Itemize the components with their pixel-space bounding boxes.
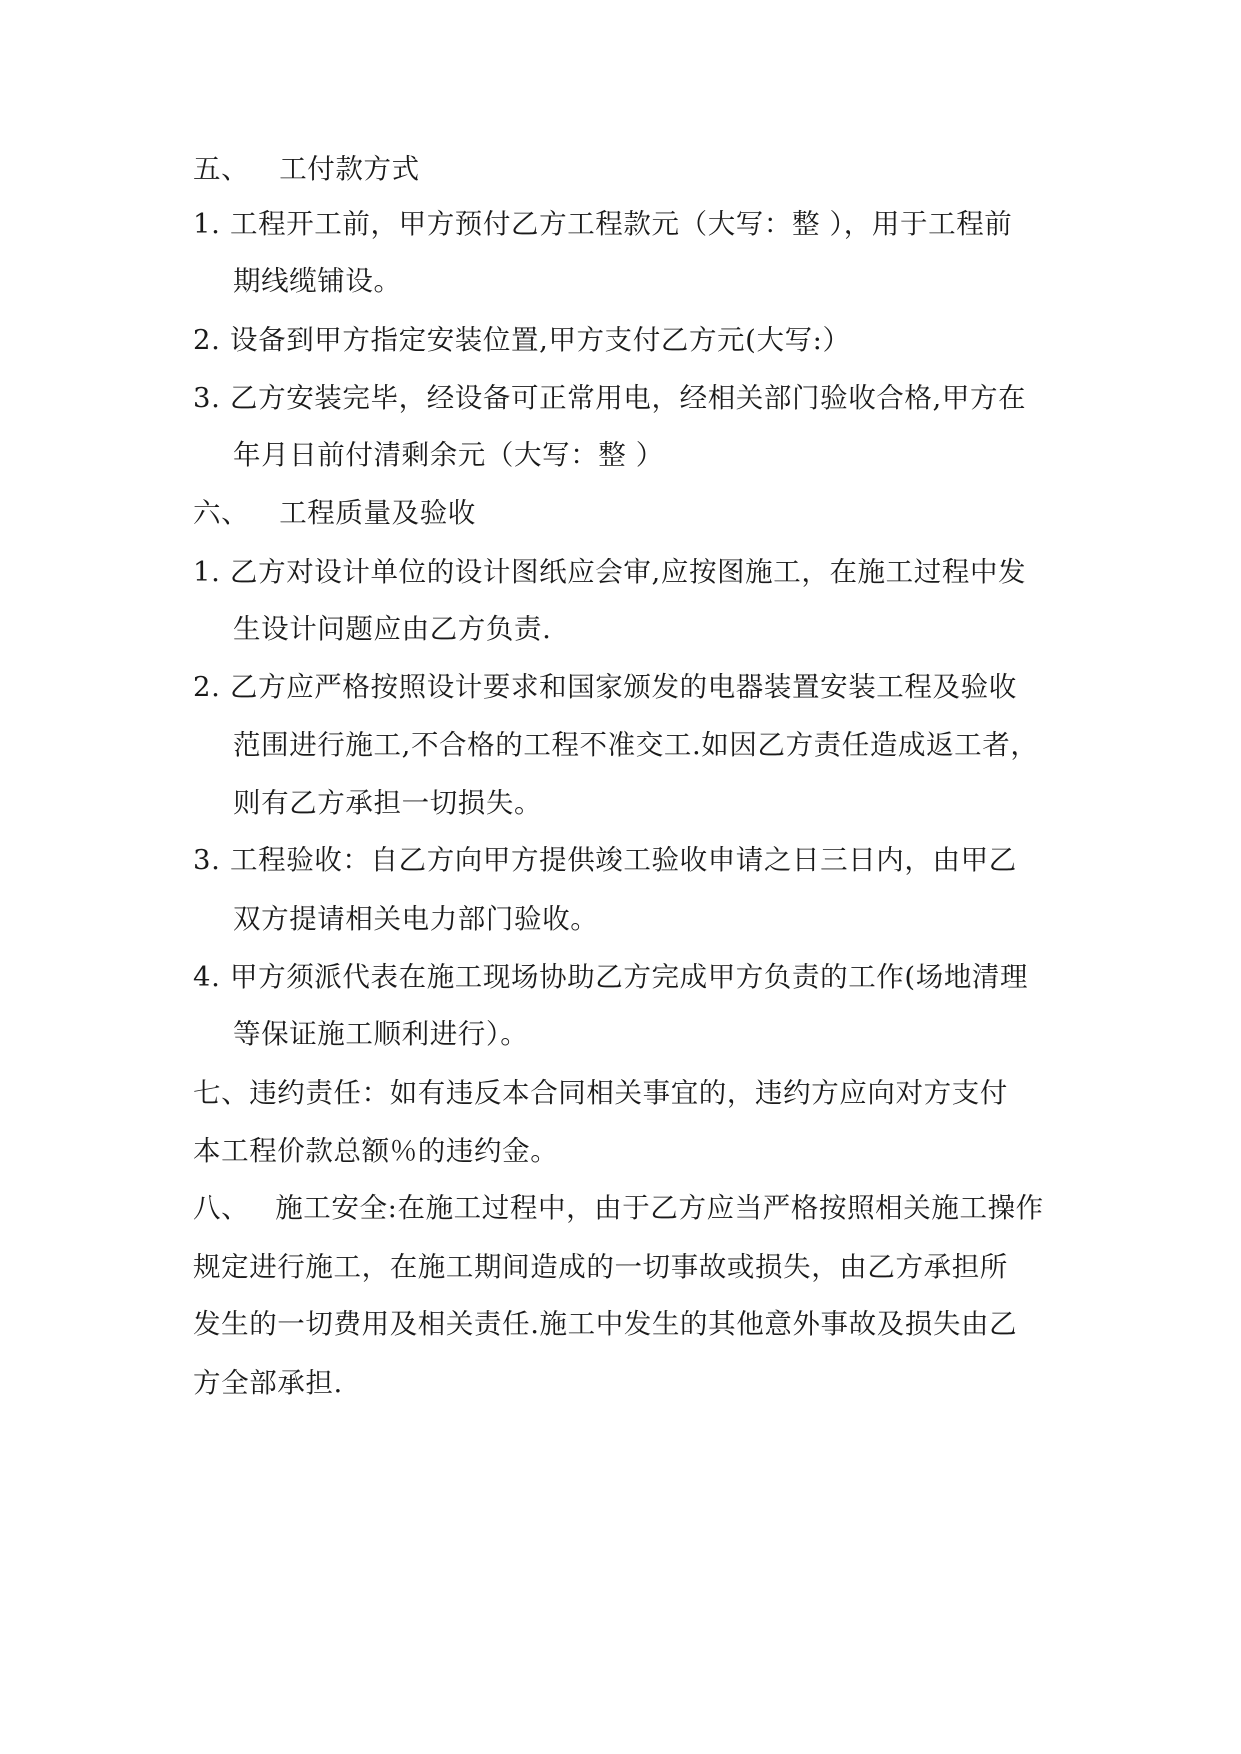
- section-paragraph-line: 七、违约责任：如有违反本合同相关事宜的，违约方应向对方支付: [193, 1077, 1008, 1109]
- list-item: [193, 665, 1017, 709]
- section-title: 工付款方式: [279, 153, 420, 185]
- item-continuation: 年月日前付清剩余元（大写：整 ）: [233, 439, 664, 471]
- section-paragraph-line: [193, 1186, 1044, 1230]
- item-continuation: 则有乙方承担一切损失。: [233, 787, 543, 819]
- item-text: 乙方对设计单位的设计图纸应会审,应按图施工，在施工过程中发: [230, 556, 1027, 588]
- section-heading: [193, 147, 420, 191]
- item-text: 乙方安装完毕，经设备可正常用电，经相关部门验收合格,甲方在: [230, 382, 1027, 414]
- list-item: [193, 550, 1026, 594]
- item-continuation: 范围进行施工,不合格的工程不准交工.如因乙方责任造成返工者，: [233, 729, 1039, 761]
- item-number: 3.: [193, 382, 221, 414]
- list-item: [193, 318, 851, 362]
- item-text: 工程验收：自乙方向甲方提供竣工验收申请之日三日内，由甲乙: [230, 844, 1017, 876]
- item-number: 1.: [193, 208, 221, 240]
- section-paragraph-line: 发生的一切费用及相关责任.施工中发生的其他意外事故及损失由乙: [193, 1308, 1018, 1340]
- item-continuation: 生设计问题应由乙方负责.: [233, 613, 552, 645]
- section-paragraph-line: 规定进行施工，在施工期间造成的一切事故或损失，由乙方承担所: [193, 1251, 1008, 1283]
- item-text: 设备到甲方指定安装位置,甲方支付乙方元(大写:）: [230, 324, 851, 356]
- item-number: 4.: [193, 961, 221, 993]
- item-number: 2.: [193, 671, 221, 703]
- list-item: [193, 376, 1026, 420]
- item-continuation: 双方提请相关电力部门验收。: [233, 903, 599, 935]
- item-number: 1.: [193, 556, 221, 588]
- section-marker: 五、: [193, 153, 250, 185]
- section-marker: 八、: [193, 1192, 250, 1224]
- item-text: 工程开工前，甲方预付乙方工程款元（大写：整 ），用于工程前: [230, 208, 1013, 240]
- list-item: [193, 202, 1012, 246]
- item-continuation: 期线缆铺设。: [233, 265, 402, 297]
- item-text: 乙方应严格按照设计要求和国家颁发的电器装置安装工程及验收: [230, 671, 1017, 703]
- section-paragraph-line: 本工程价款总额％的违约金。: [193, 1135, 559, 1167]
- section-paragraph-line: 方全部承担.: [193, 1367, 343, 1399]
- section-heading: [193, 491, 476, 535]
- section-marker: 六、: [193, 497, 250, 529]
- item-text: 甲方须派代表在施工现场协助乙方完成甲方负责的工作(场地清理: [230, 961, 1029, 993]
- item-number: 3.: [193, 844, 221, 876]
- item-continuation: 等保证施工顺利进行）。: [233, 1018, 529, 1050]
- section-title: 工程质量及验收: [279, 497, 476, 529]
- list-item: [193, 955, 1028, 999]
- list-item: [193, 838, 1017, 882]
- section-text: 施工安全:在施工过程中，由于乙方应当严格按照相关施工操作: [275, 1192, 1044, 1224]
- item-number: 2.: [193, 324, 221, 356]
